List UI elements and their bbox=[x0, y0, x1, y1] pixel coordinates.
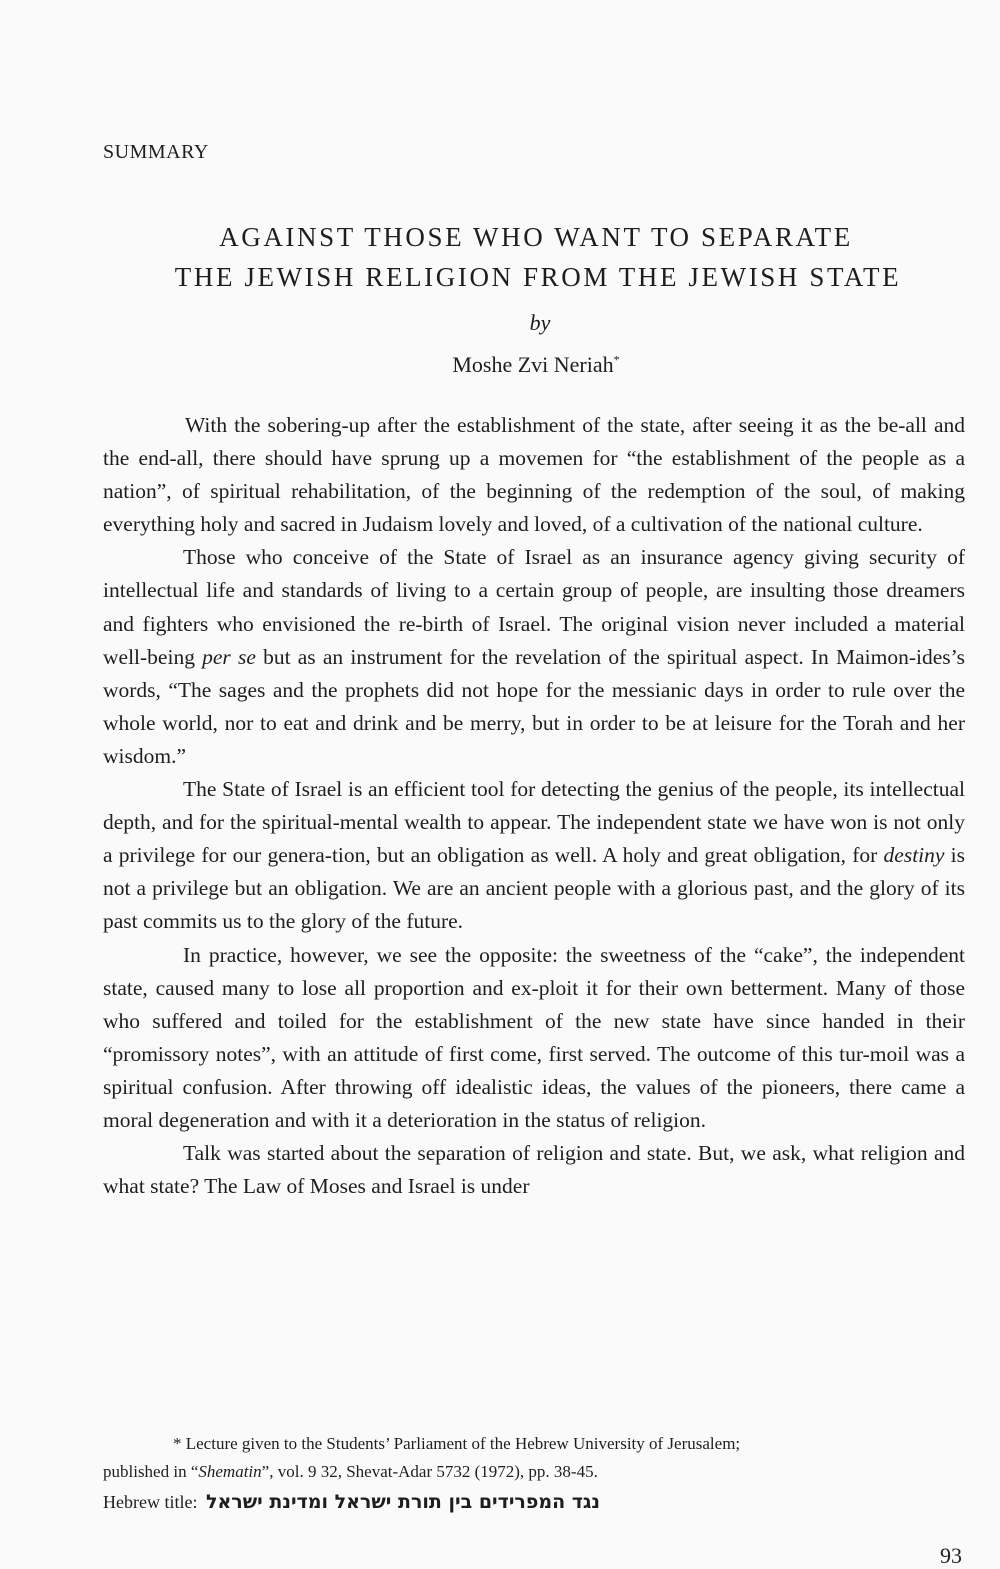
paragraph-5: Talk was started about the separation of religion and state. But, we ask, what religion and what state? The Law of Moses and Israel is under bbox=[103, 1141, 965, 1199]
footnote-journal-name: Shematin bbox=[198, 1462, 262, 1481]
article-body bbox=[103, 409, 965, 1203]
author-line bbox=[96, 352, 976, 378]
footnote-line-1: * Lecture given to the Students’ Parliament of the Hebrew University of Jerusalem; bbox=[173, 1434, 741, 1453]
paragraph-3 bbox=[103, 773, 965, 938]
footnote bbox=[103, 1430, 965, 1486]
author-name: Moshe Zvi Neriah bbox=[452, 352, 614, 377]
paragraph-2 bbox=[103, 541, 965, 773]
paragraph-3-part-b: is not a privilege but an obligation. We are an ancient people with a glorious past, and the glory of its past commits us to the glory of the future. bbox=[103, 843, 966, 934]
paragraph-3-emphasis: destiny bbox=[883, 843, 945, 868]
paragraph-3-part-a: The State of Israel is an efficient tool for detecting the genius of the people, its intellectual depth, and for the spiritual-mental wealth to appear. The independent state we have won is not only a privilege for our genera-tion, but an obligation as well. A holy and great obligation, for bbox=[103, 777, 965, 868]
hebrew-title: נגד המפרידים בין תורת ישראל ומדינת ישראל bbox=[205, 1491, 601, 1513]
paragraph-2-emphasis: per se bbox=[202, 644, 256, 669]
paragraph-4: In practice, however, we see the opposite: the sweetness of the “cake”, the independent state, caused many to lose all proportion and ex-ploit it for their own betterment. Many of those who suffered and toiled for the establishment of the new state have since handed in their “promissory notes”, with an attitude of first come, first served. The outcome of this tur-moil was a spiritual confusion. After throwing off idealistic ideas, the values of the pioneers, there came a moral degeneration and with it a deterioration in the status of religion. bbox=[103, 942, 965, 1132]
paragraph-2-part-b: but as an instrument for the revelation of the spiritual aspect. In Maimon-ides’s words, “The sages and the prophets did not hope for the messianic days in order to rule over the whole world, nor to eat and drink and be merry, but in order to be at leisure for the Torah and her wisdom.” bbox=[103, 644, 965, 768]
article-title-line-1: AGAINST THOSE WHO WANT TO SEPARATE bbox=[219, 222, 853, 252]
footnote-line-2 bbox=[103, 1462, 598, 1481]
page-number: 93 bbox=[940, 1543, 962, 1568]
footnote-line-2-part-b: ”, vol. 9 32, Shevat-Adar 5732 (1972), pp. 38-45. bbox=[261, 1462, 598, 1481]
hebrew-title-line bbox=[103, 1491, 600, 1513]
article-title-line-2: THE JEWISH RELIGION FROM THE JEWISH STATE bbox=[174, 262, 902, 292]
section-label: SUMMARY bbox=[103, 141, 209, 163]
paragraph-1: With the sobering-up after the establishment of the state, after seeing it as the be-all and the end-all, there should have sprung up a movemen for “the establishment of the people as a nation”, of spiritual rehabilitation, of the beginning of the redemption of the soul, of making everything holy and sacred in Judaism lovely and loved, of a cultivation of the national culture. bbox=[103, 413, 965, 537]
footnote-line-2-part-a: published in “ bbox=[103, 1462, 199, 1481]
byline-by: by bbox=[529, 310, 551, 335]
author-footnote-mark: * bbox=[613, 352, 620, 367]
hebrew-title-label: Hebrew title: bbox=[103, 1492, 198, 1512]
paragraph-2-part-a: Those who conceive of the State of Israel as an insurance agency giving security of intellectual life and standards of living to a certain group of people, are insulting those dreamers and fighters who envisioned the re-birth of Israel. The original vision never included a material well-being bbox=[103, 545, 965, 669]
